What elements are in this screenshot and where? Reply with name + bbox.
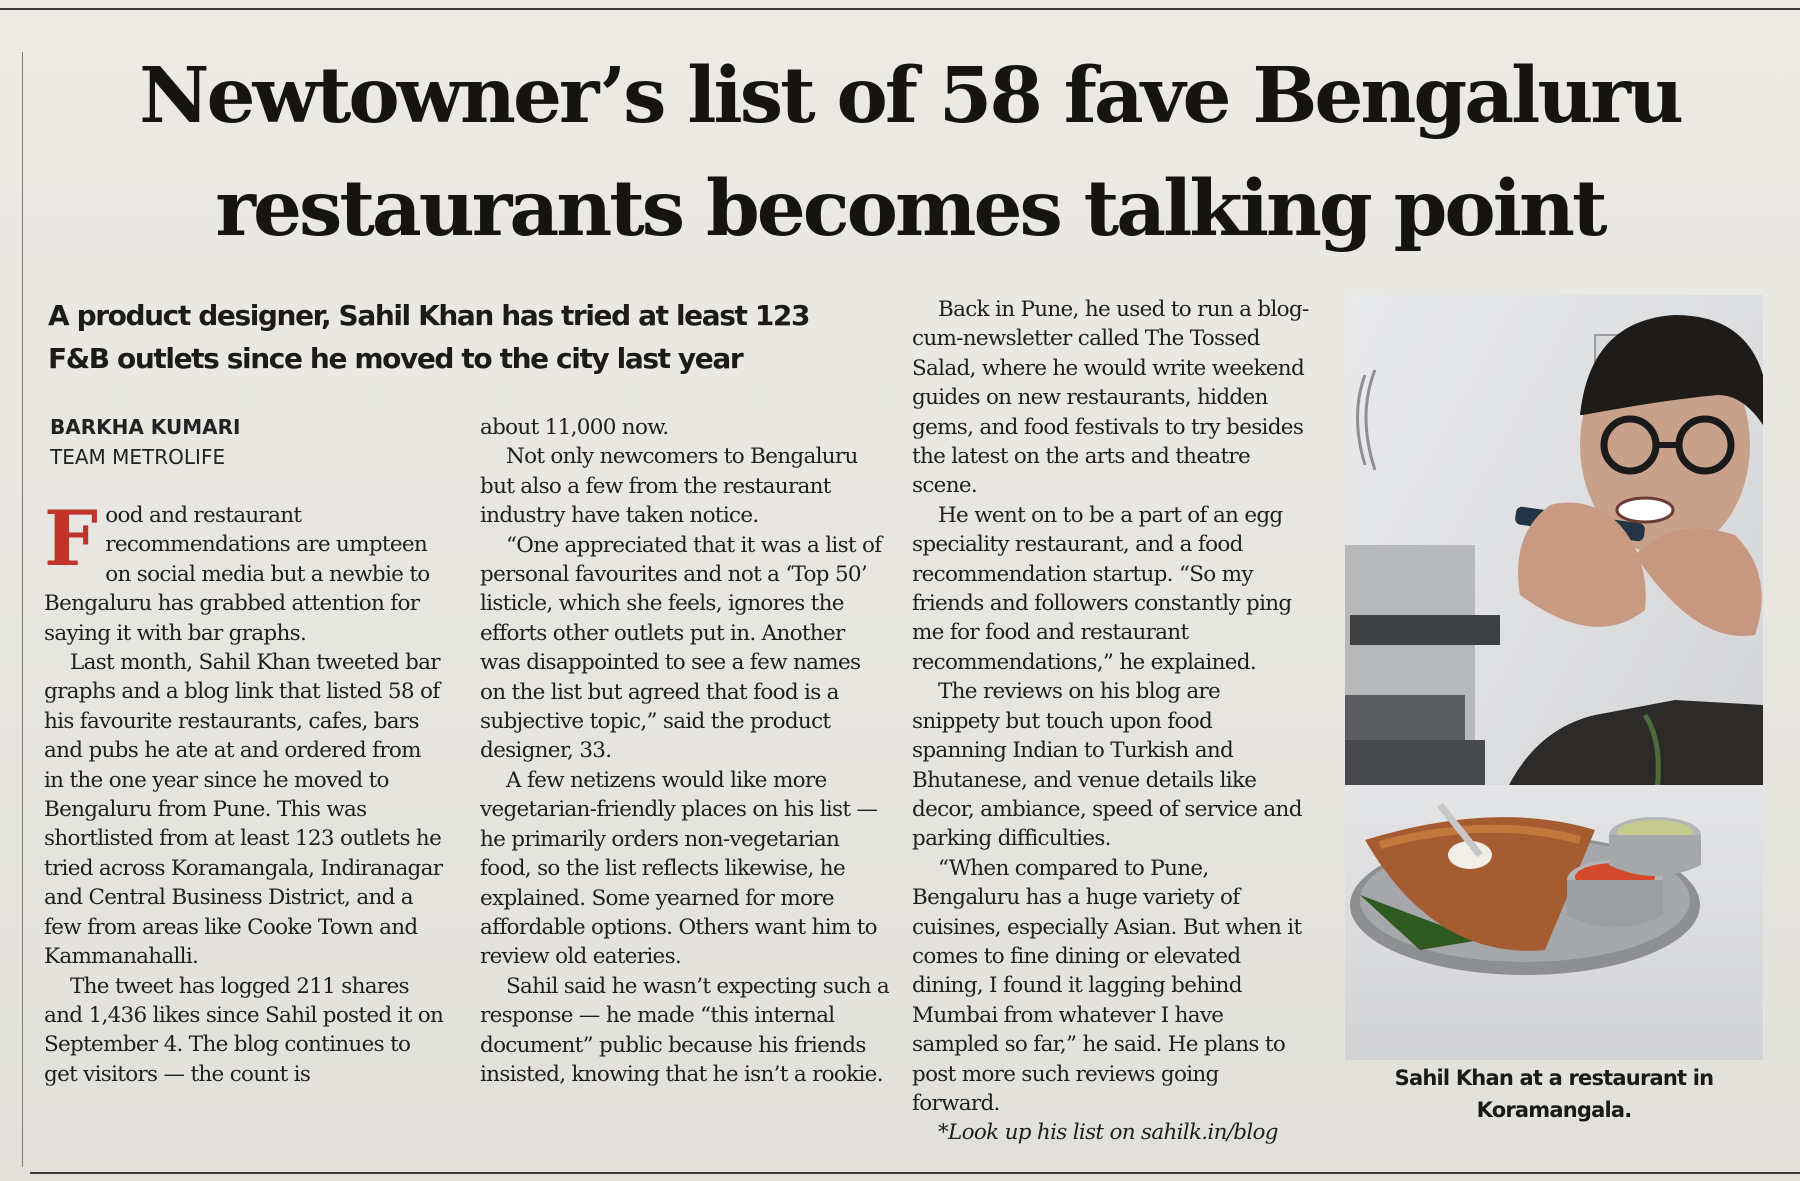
author-team: TEAM METROLIFE bbox=[50, 445, 226, 469]
article-column-3 bbox=[912, 295, 1312, 1148]
article-column-2 bbox=[480, 413, 890, 1089]
headline-line-2: restaurants becomes talking point bbox=[215, 164, 1605, 254]
byline bbox=[50, 412, 240, 472]
paragraph-1-text: ood and restaurant recommendations are umpteen on social media but a newbie to Bengaluru has grabbed attention for saying it with bar graphs. bbox=[44, 503, 430, 646]
headline bbox=[30, 40, 1790, 266]
paragraph-1 bbox=[44, 494, 444, 648]
author-name: BARKHA KUMARI bbox=[50, 415, 241, 439]
drop-cap: F bbox=[44, 494, 98, 583]
paragraph-9: He went on to be a part of an egg speciality restaurant, and a food recommendation startup. “So my friends and followers constantly ping me for food and restaurant recommendations,” he explained. bbox=[912, 502, 1292, 675]
bottom-rule bbox=[30, 1172, 1800, 1174]
subheadline: A product designer, Sahil Khan has tried at least 123 F&B outlets since he moved to the city last year bbox=[48, 299, 810, 375]
paragraph-10: The reviews on his blog are snippety but touch upon food spanning Indian to Turkish and Bhutanese, and venue details like decor, ambiance, speed of service and parking difficulties. bbox=[912, 679, 1302, 852]
photo-sahil-khan bbox=[1345, 295, 1763, 1060]
paragraph-11: “When compared to Pune, Bengaluru has a huge variety of cuisines, especially Asian. But when it comes to fine dining or elevated dining, I found it lagging behind Mumbai from whatever I have sampled so far,” he said. He plans to post more such reviews going forward. bbox=[912, 855, 1302, 1116]
left-column-rule bbox=[22, 52, 23, 1167]
headline-line-1: Newtowner’s list of 58 fave Bengaluru bbox=[139, 51, 1681, 141]
paragraph-8: Back in Pune, he used to run a blog-cum-newsletter called The Tossed Salad, where he would write weekend guides on new restaurants, hidden gems, and food festivals to try besides the latest on the arts and theatre scene. bbox=[912, 297, 1309, 499]
paragraph-4: Not only newcomers to Bengaluru but also a few from the restaurant industry have taken notice. bbox=[480, 444, 858, 529]
paragraph-3-continued: about 11,000 now. bbox=[480, 415, 669, 440]
paragraph-3: The tweet has logged 211 shares and 1,436 likes since Sahil posted it on September 4. The blog continues to get visitors — the count is bbox=[44, 973, 444, 1087]
paragraph-2: Last month, Sahil Khan tweeted bar graphs and a blog link that listed 58 of his favourite restaurants, cafes, bars and pubs he ate at and ordered from in the one year since he moved to Bengaluru from Pune. This was shortlisted from at least 123 outlets he tried across Koramangala, Indiranagar and Central Business District, and a few from areas like Cooke Town and Kammanahalli. bbox=[44, 650, 443, 970]
paragraph-5: “One appreciated that it was a list of personal favourites and not a ‘Top 50’ listicle, which she feels, ignores the efforts other outlets put in. Another was disappointed to see a few names on the list but agreed that food is a subjective topic,” said the product designer, 33. bbox=[480, 532, 882, 764]
photo-caption: Sahil Khan at a restaurant in Koramangala. bbox=[1394, 1066, 1714, 1122]
blog-pointer: *Look up his list on sahilk.in/blog bbox=[938, 1120, 1278, 1146]
article-column-1 bbox=[44, 494, 444, 1089]
top-rule bbox=[0, 8, 1800, 10]
paragraph-7: Sahil said he wasn’t expecting such a response — he made “this internal document” public because his friends insisted, knowing that he isn’t a rookie. bbox=[480, 973, 889, 1087]
paragraph-6: A few netizens would like more vegetarian-friendly places on his list — he primarily orders non-vegetarian food, so the list reflects likewise, he explained. Some yearned for more affordable options. Others want him to review old eateries. bbox=[480, 767, 878, 970]
